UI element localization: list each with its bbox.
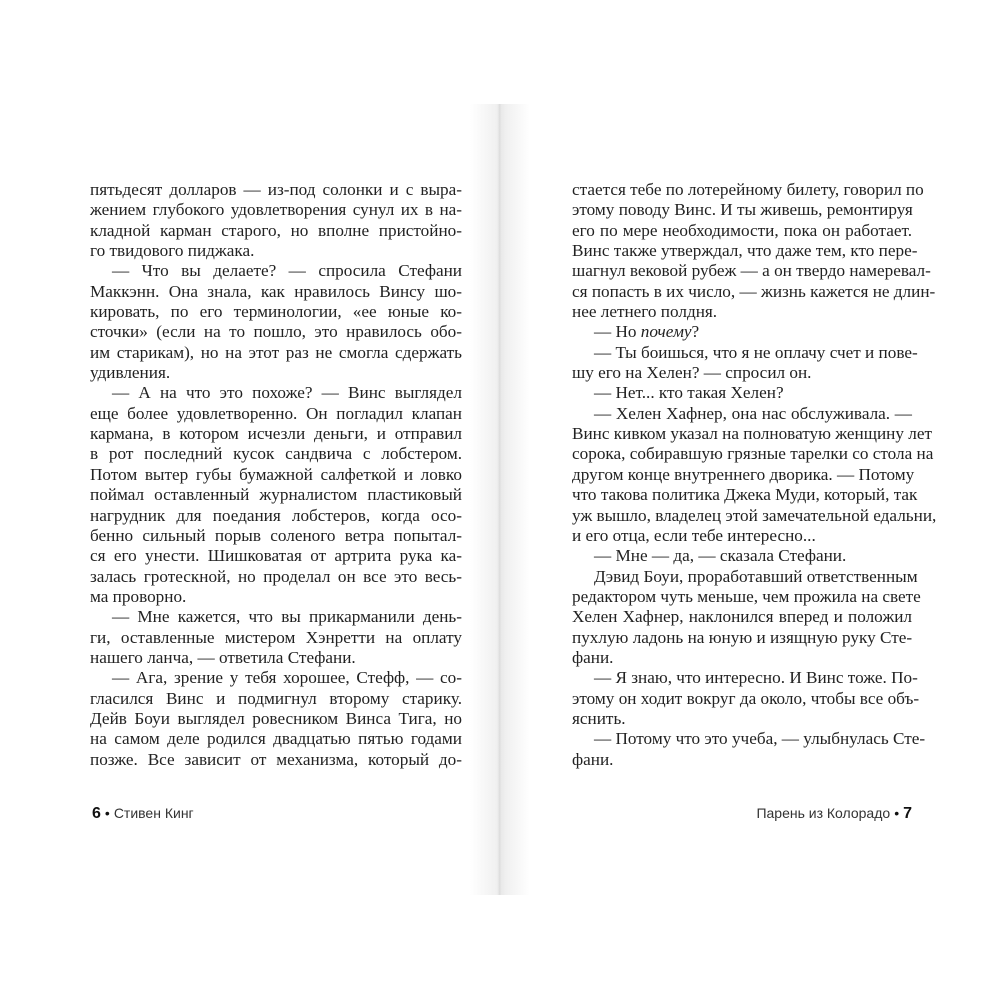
text-line-content: гласился Винс и подмигнул второму старику. (90, 688, 462, 708)
text-line (572, 648, 912, 668)
left-page-footer (92, 805, 194, 823)
text-line-content: — Мне — да, — сказала Стефани. (594, 546, 847, 566)
text-line (572, 709, 912, 729)
text-line (90, 546, 462, 566)
text-line (90, 628, 462, 648)
bullet-separator: • (104, 805, 110, 821)
text-line (90, 302, 462, 322)
text-line-content: ма проворно. (90, 586, 187, 606)
text-line-content: фани. (572, 647, 614, 667)
text-line (90, 343, 462, 363)
text-line-content: — Что вы делаете? — спросила Стефани (112, 261, 462, 281)
text-line (90, 567, 462, 587)
text-line-content: Дейв Боуи выглядел ровесником Винса Тига, но (90, 708, 462, 728)
text-line-content: в рот последний кусок сандвича с лобстером. (90, 444, 462, 464)
text-line-content: этому поводу Винс. И ты живешь, ремонтируя (572, 200, 913, 220)
text-line (90, 689, 462, 709)
text-line (572, 342, 918, 363)
text-line (90, 587, 462, 607)
text-line (90, 465, 462, 485)
right-running-head-title: Парень из Колорадо (756, 805, 891, 821)
text-line-content: залась гротескной, но проделал он все это весь- (90, 566, 462, 586)
text-line (90, 282, 462, 302)
text-line-content: жением глубокого удовлетворения сунул их в на- (90, 200, 462, 220)
text-line (90, 485, 462, 505)
text-line (90, 424, 462, 444)
text-line-content: сорока, собиравшую грязные тарелки со стола на (572, 444, 934, 464)
text-line-content: нашего ланча, — ответила Стефани. (90, 647, 356, 667)
text-line-content: — А на что это похоже? — Винс выглядел (112, 383, 462, 403)
text-line-content: — Хелен Хафнер, она нас обслуживала. — (594, 403, 912, 423)
text-line-content: удивления. (90, 363, 171, 383)
text-line-content: Винс кивком указал на полноватую женщину лет (572, 424, 932, 444)
text-line-content: редактором чуть меньше, чем прожила на свете (572, 586, 921, 606)
text-line-content: Маккэнн. Она знала, как нравилось Винсу шо- (90, 281, 462, 301)
text-line (90, 506, 462, 526)
text-line-content: го твидового пиджака. (90, 241, 255, 261)
text-line-content: — Мне кажется, что вы прикарманили день- (112, 607, 462, 627)
left-page-text (90, 180, 462, 770)
text-line-content: позже. Все зависит от механизма, который до- (90, 749, 462, 769)
left-page-number: 6 (92, 805, 101, 822)
text-line-content: этому он ходит вокруг да около, чтобы все объ- (572, 688, 920, 708)
text-line-content: нагрудник для поедания лобстеров, когда осо- (90, 505, 462, 525)
text-line-content: фани. (572, 749, 614, 769)
text-line (90, 648, 462, 668)
text-line-content: ги, оставленные мистером Хэнретти на оплату (90, 627, 462, 647)
text-line-content: пятьдесят долларов — из-под солонки и с выра- (90, 180, 462, 199)
text-line-content: на самом деле родился двадцатью пятью годами (90, 729, 462, 749)
text-line (90, 709, 462, 729)
text-line (90, 200, 462, 220)
text-line-content: шагнул вековой рубеж — а он твердо намеревал- (572, 261, 931, 281)
text-line (572, 464, 915, 485)
italic-emphasis: почему (640, 322, 692, 342)
text-line (572, 241, 918, 261)
text-line-content: яснить. (572, 708, 626, 728)
text-line (572, 261, 931, 281)
text-line-content: его по мере необходимости, пока он работает. (572, 220, 912, 240)
text-line-content: — Ага, зрение у тебя хорошее, Стефф, — со- (112, 668, 462, 688)
text-line-content: еще более удовлетворенно. Он погладил клапан (90, 403, 462, 423)
text-line (90, 607, 462, 627)
text-line-content: кладной карман старого, но вполне пристойно- (90, 220, 462, 240)
text-line-content: — Я знаю, что интересно. И Винс тоже. По- (594, 668, 918, 688)
text-line-suffix: ? (691, 322, 700, 342)
text-line (572, 750, 912, 770)
text-line (90, 383, 462, 403)
text-line (90, 668, 462, 688)
text-line (572, 485, 918, 505)
text-line-content: ся попасть в их число, — жизнь кажется не длин- (572, 281, 936, 301)
text-line-content: — Ты боишься, что я не оплачу счет и пове- (594, 342, 918, 362)
text-line-content: нее летнего полдня. (572, 302, 718, 322)
text-line (572, 607, 912, 627)
text-line-content: шу его на Хелен? — спросил он. (572, 363, 812, 383)
text-line-content: Дэвид Боуи, проработавший ответственным (594, 566, 918, 586)
book-spine-shadow (470, 104, 530, 895)
text-line (572, 424, 932, 444)
text-line (572, 221, 912, 241)
text-line (572, 383, 912, 403)
text-line (572, 404, 912, 424)
text-line (572, 505, 937, 526)
text-line-content: — Нет... кто такая Хелен? (594, 383, 784, 403)
right-page-number: 7 (903, 805, 912, 822)
text-line-content: Потом вытер губы бумажной салфеткой и ловко (90, 464, 462, 484)
text-line-content: — Но (594, 322, 641, 342)
text-line (90, 261, 462, 281)
text-line-content: им старикам), но на этот раз не смогла сдержать (90, 342, 462, 362)
text-line-content: уж вышло, владелец этой замечательной едальни, (572, 505, 937, 525)
text-line (572, 566, 918, 587)
text-line (572, 526, 912, 546)
text-line (572, 180, 924, 200)
text-line-content: бенно сильный порыв соленого ветра попытал- (90, 525, 462, 545)
text-line (90, 221, 462, 241)
text-line (572, 688, 920, 709)
bullet-separator: • (894, 805, 900, 821)
left-running-head-author: Стивен Кинг (113, 805, 194, 821)
text-line-content: стается тебе по лотерейному билету, говорил по (572, 180, 924, 199)
text-line (90, 180, 462, 200)
text-line (90, 363, 462, 383)
text-line-content: что такова политика Джека Муди, который, так (572, 485, 918, 505)
text-line (90, 241, 462, 261)
text-line-content: поймал оставленный журналистом пластиковый (90, 485, 462, 505)
text-line-content: — Потому что это учеба, — улыбнулась Сте- (594, 729, 926, 749)
text-line-content: пухлую ладонь на юную и изящную руку Сте- (572, 627, 913, 647)
text-line (90, 404, 462, 424)
text-line (572, 200, 912, 220)
text-line-content: Винс также утверждал, что даже тем, кто пере- (572, 241, 918, 261)
text-line (90, 322, 462, 342)
text-line (572, 363, 912, 383)
text-line (90, 729, 462, 749)
text-line (572, 729, 926, 749)
text-line (572, 586, 921, 607)
text-line-content: другом конце внутреннего дворика. — Потому (572, 464, 915, 484)
text-line (572, 302, 912, 322)
text-line (572, 628, 912, 648)
text-line-content: ся его унести. Шишковатая от артрита рука ка- (90, 546, 462, 566)
text-line (90, 444, 462, 464)
text-line (90, 526, 462, 546)
text-line-content: Хелен Хафнер, наклонился вперед и положил (572, 607, 912, 627)
right-page-text (572, 180, 937, 770)
text-line (572, 281, 936, 302)
right-page-footer (756, 805, 912, 823)
text-line-content: сточки» (если на то пошло, это нравилось обо- (90, 322, 462, 342)
text-line-content: кармана, в котором исчезли деньги, и отправил (90, 424, 462, 444)
text-line (572, 668, 918, 688)
text-line (90, 750, 462, 770)
text-line-content: кировать, по его терминологии, «ее юные ко- (90, 302, 462, 322)
text-line (572, 546, 912, 566)
text-line (572, 444, 934, 464)
text-line (572, 322, 912, 342)
text-line-content: и его отца, если тебе интересно... (572, 525, 816, 545)
